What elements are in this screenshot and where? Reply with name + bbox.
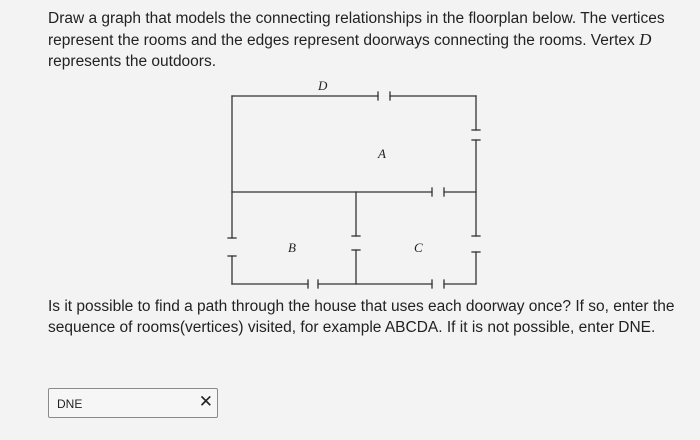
vertex-d-label: D: [639, 30, 652, 49]
question-part2: represents the outdoors.: [48, 53, 217, 70]
floorplan-diagram: [200, 76, 500, 296]
answer-input[interactable]: [48, 388, 218, 418]
x-mark-icon: ✕: [198, 392, 213, 412]
answer-value: DNE: [57, 397, 83, 411]
room-label-b: B: [288, 240, 296, 255]
room-label-c: C: [414, 240, 423, 255]
question2-text: Is it possible to find a path through the house that uses each doorway once? If so, enter the sequence of rooms(vertices) visited, for example ABCDA. If it is not possible, enter DNE.: [48, 298, 675, 336]
question-part1: Draw a graph that models the connecting relationships in the floorplan below. The vertices represent the rooms and the edges represent doorways connecting the rooms. Vertex: [48, 10, 665, 49]
question-text: [48, 8, 668, 72]
outdoors-label-d: D: [318, 78, 328, 93]
room-label-a: A: [378, 146, 386, 161]
